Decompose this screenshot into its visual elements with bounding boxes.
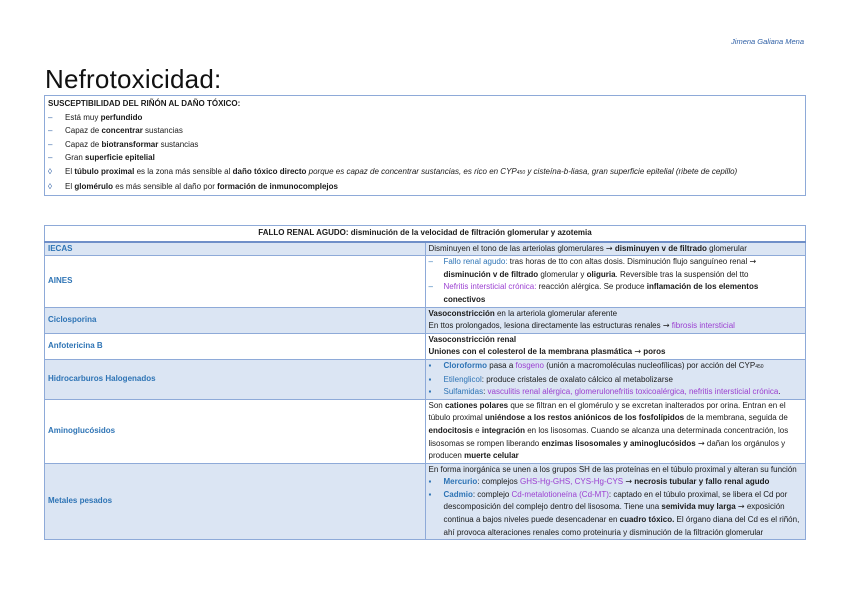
text-run: → xyxy=(625,477,633,487)
text-run: biotransformar xyxy=(101,139,159,149)
text-run: dañan los orgánulos y producen xyxy=(428,438,786,461)
bullet-text xyxy=(444,489,803,539)
text-run: glomérulo xyxy=(74,182,114,191)
description-cell xyxy=(425,333,806,359)
text-run: y cisteína-b-liasa, gran superficie epitelial (ribete de cepillo) xyxy=(525,166,738,176)
text-run: Disminuyen el tono de las arteriolas glomerulares xyxy=(428,243,606,253)
text-run: sustancias xyxy=(142,126,183,135)
list-item xyxy=(48,180,803,194)
list-item-text xyxy=(65,165,803,181)
text-run: vasculitis renal alérgica, glomerulonefritis toxicoalérgica, nefritis intersticial crónica xyxy=(487,387,779,397)
description-line xyxy=(429,334,803,347)
description-line xyxy=(429,374,803,387)
text-run: Gran xyxy=(65,153,86,162)
description-line xyxy=(429,281,803,306)
text-run: poros xyxy=(641,347,666,357)
renal-failure-table xyxy=(44,225,806,540)
description-line xyxy=(429,360,803,374)
text-run: : complejo xyxy=(472,489,512,499)
text-run: El órgano diana del Cd es el riñón, ahí provoca alteraciones renales como proteinuria y disminución de la filtración glomerular xyxy=(443,515,800,537)
text-run: Está muy xyxy=(65,112,101,122)
text-run: → xyxy=(697,438,705,448)
text-run: túbulo proximal xyxy=(74,166,135,176)
description-line xyxy=(429,256,803,281)
text-run: El xyxy=(65,166,75,176)
description-cell xyxy=(425,399,806,463)
square-bullet-icon: ▪ xyxy=(428,387,432,397)
list-item xyxy=(48,124,803,138)
dash-bullet-icon: – xyxy=(48,126,53,135)
text-run: reacción alérgica. Se produce xyxy=(536,282,647,292)
text-run: (unión a macromoléculas nucleofílicas) por acción del CYP xyxy=(544,360,756,370)
bullet-text xyxy=(444,281,803,306)
diamond-bullet-icon: ◊ xyxy=(48,182,52,191)
drug-name-cell: Hidrocarburos Halogenados xyxy=(45,359,426,399)
text-run: en la arteriola glomerular aferente xyxy=(494,308,618,318)
text-run: semivida muy larga xyxy=(661,502,736,512)
description-line xyxy=(429,464,803,477)
drug-name-cell: Ciclosporina xyxy=(45,307,426,333)
text-run: sustancias xyxy=(158,139,199,149)
description-line xyxy=(429,400,803,463)
text-run: superficie epitelial xyxy=(85,153,155,162)
text-run: disminuyen v de filtrado xyxy=(614,243,707,253)
text-run: Cloroformo xyxy=(443,360,488,370)
text-run: perfundido xyxy=(100,112,143,122)
text-run: disminución v de filtrado xyxy=(443,269,539,279)
description-cell xyxy=(425,242,806,256)
list-item-text xyxy=(65,180,803,194)
text-run: Cd-metalotioneína (Cd-MT) xyxy=(511,489,609,499)
text-run: formación de inmunocomplejos xyxy=(217,182,338,191)
text-run: porque es capaz de concentrar sustancias, es rico en CYP xyxy=(306,166,517,176)
page-title: Nefrotoxicidad: xyxy=(45,64,222,94)
susceptibility-box xyxy=(44,95,806,196)
drug-name-cell: Anfotericina B xyxy=(45,333,426,359)
text-run: : complejos xyxy=(477,477,520,487)
text-run: Vasoconstricción renal xyxy=(428,334,517,344)
text-run: Vasoconstricción xyxy=(428,308,495,318)
text-run: 450 xyxy=(516,169,526,176)
text-run: → xyxy=(749,257,757,267)
text-run: Mercurio xyxy=(443,477,478,487)
diamond-bullet-icon: ◊ xyxy=(48,166,52,176)
text-run: endocitosis xyxy=(428,425,473,435)
description-cell xyxy=(425,256,806,307)
table-row xyxy=(45,256,806,307)
description-line xyxy=(429,243,803,256)
text-run: glomerular xyxy=(706,243,747,253)
description-cell xyxy=(425,463,806,540)
table-row xyxy=(45,242,806,256)
text-run: El xyxy=(65,182,75,191)
dash-bullet-icon: – xyxy=(48,139,53,149)
square-bullet-icon: ▪ xyxy=(428,374,432,384)
text-run: integración xyxy=(481,425,525,435)
text-run: e xyxy=(472,425,482,435)
text-run: oliguria xyxy=(586,269,616,279)
table-row xyxy=(45,333,806,359)
dash-bullet-icon: – xyxy=(428,282,433,292)
description-line xyxy=(429,489,803,539)
text-run: → xyxy=(634,347,642,357)
text-run: Uniones con el colesterol de la membrana plasmática xyxy=(428,347,635,357)
text-run: : produce cristales de oxalato cálcico al metabolizarse xyxy=(481,374,673,384)
table-row xyxy=(45,307,806,333)
table-row xyxy=(45,359,806,399)
text-run: → xyxy=(605,243,613,253)
description-line xyxy=(429,476,803,489)
square-bullet-icon: ▪ xyxy=(428,489,432,499)
text-run: que se filtran en el glomérulo y se excretan inalterados por orina. Entran en el túbulo proximal xyxy=(428,400,786,423)
text-run: → xyxy=(662,321,670,331)
text-run: enzimas lisosomales y aminoglucósidos xyxy=(541,438,696,448)
list-item xyxy=(48,111,803,125)
text-run: Nefritis intersticial crónica: xyxy=(443,282,537,292)
bullet-text xyxy=(444,256,803,281)
author-name: Jimena Galiana Mena xyxy=(731,37,804,46)
text-run: . Reversible tras la suspensión del tto xyxy=(615,269,749,279)
bullet-text xyxy=(444,374,803,387)
text-run: Capaz de xyxy=(65,139,102,149)
drug-name-cell: AINES xyxy=(45,256,426,307)
text-run: Fallo renal agudo: xyxy=(443,257,508,267)
text-run: → xyxy=(737,502,745,512)
dash-bullet-icon: – xyxy=(48,153,53,162)
description-line xyxy=(429,346,803,359)
bullet-text xyxy=(444,360,803,374)
text-run: exposición continua a bajos niveles puede desencadenar en xyxy=(443,502,785,525)
text-run: fibrosis intersticial xyxy=(671,321,735,331)
text-run: Etilenglicol xyxy=(443,374,482,384)
text-run: inflamación de los elementos conectivos xyxy=(443,282,759,304)
description-line xyxy=(429,386,803,399)
text-run: muerte celular xyxy=(464,451,519,461)
text-run: pasa a xyxy=(487,360,516,370)
list-item xyxy=(48,138,803,152)
text-run: glomerular y xyxy=(538,269,587,279)
text-run: concentrar xyxy=(101,126,143,135)
dash-bullet-icon: – xyxy=(428,257,433,267)
bullet-text xyxy=(444,476,803,489)
text-run: En ttos prolongados, lesiona directamente las estructuras renales xyxy=(428,321,663,331)
list-item-text xyxy=(65,111,803,125)
square-bullet-icon: ▪ xyxy=(428,477,432,487)
description-cell xyxy=(425,307,806,333)
text-run: uniéndose a los restos aniónicos de los fosfolípidos xyxy=(484,413,685,423)
text-run: . xyxy=(778,387,781,397)
drug-name-cell: IECAS xyxy=(45,242,426,256)
text-run: es más sensible al daño por xyxy=(113,182,218,191)
table-row xyxy=(45,463,806,540)
dash-bullet-icon: – xyxy=(48,112,53,122)
text-run: GHS-Hg-GHS, CYS-Hg-CYS xyxy=(519,477,624,487)
text-run: : xyxy=(483,387,488,397)
text-run: daño tóxico directo xyxy=(232,166,307,176)
description-line xyxy=(429,308,803,321)
description-line xyxy=(429,320,803,333)
table-header: FALLO RENAL AGUDO: disminución de la velocidad de filtración glomerular y azotemia xyxy=(45,226,806,242)
drug-name-cell: Metales pesados xyxy=(45,463,426,540)
text-run: fosgeno xyxy=(515,360,544,370)
text-run: Capaz de xyxy=(65,126,102,135)
susceptibility-heading: SUSCEPTIBILIDAD DEL RIÑÓN AL DAÑO TÓXICO: xyxy=(48,99,241,108)
text-run: Son xyxy=(428,400,445,410)
text-run: cuadro tóxico. xyxy=(619,515,675,525)
text-run: Cadmio xyxy=(443,489,473,499)
drug-name-cell: Aminoglucósidos xyxy=(45,399,426,463)
text-run: Sulfamidas xyxy=(443,387,484,397)
text-run: 450 xyxy=(755,363,764,370)
text-run: en los lisosomas. Cuando se alcanza una determinada concentración, los lisosomas se rompen liberando xyxy=(428,425,789,448)
text-run: : captado en el túbulo proximal, se libera el Cd por descomposición del complejo dentro del lisosoma. Tiene una xyxy=(443,489,788,512)
text-run: cationes polares xyxy=(444,400,509,410)
description-cell xyxy=(425,359,806,399)
text-run: tras horas de tto con altas dosis. Disminución flujo sanguíneo renal xyxy=(507,257,750,267)
text-run: es la zona más sensible al xyxy=(134,166,233,176)
square-bullet-icon: ▪ xyxy=(428,360,432,370)
table-body xyxy=(45,242,806,540)
list-item xyxy=(48,151,803,165)
list-item-text xyxy=(65,151,803,165)
text-run: necrosis tubular y fallo renal agudo xyxy=(634,477,770,487)
list-item xyxy=(48,165,803,181)
text-run: de la membrana, seguida de xyxy=(684,413,788,423)
list-item-text xyxy=(65,138,803,152)
bullet-text xyxy=(444,386,803,399)
list-item-text xyxy=(65,124,803,138)
table-row xyxy=(45,399,806,463)
susceptibility-list xyxy=(48,111,803,194)
text-run: En forma inorgánica se unen a los grupos SH de las proteínas en el túbulo proximal y alteran su función xyxy=(428,464,797,474)
